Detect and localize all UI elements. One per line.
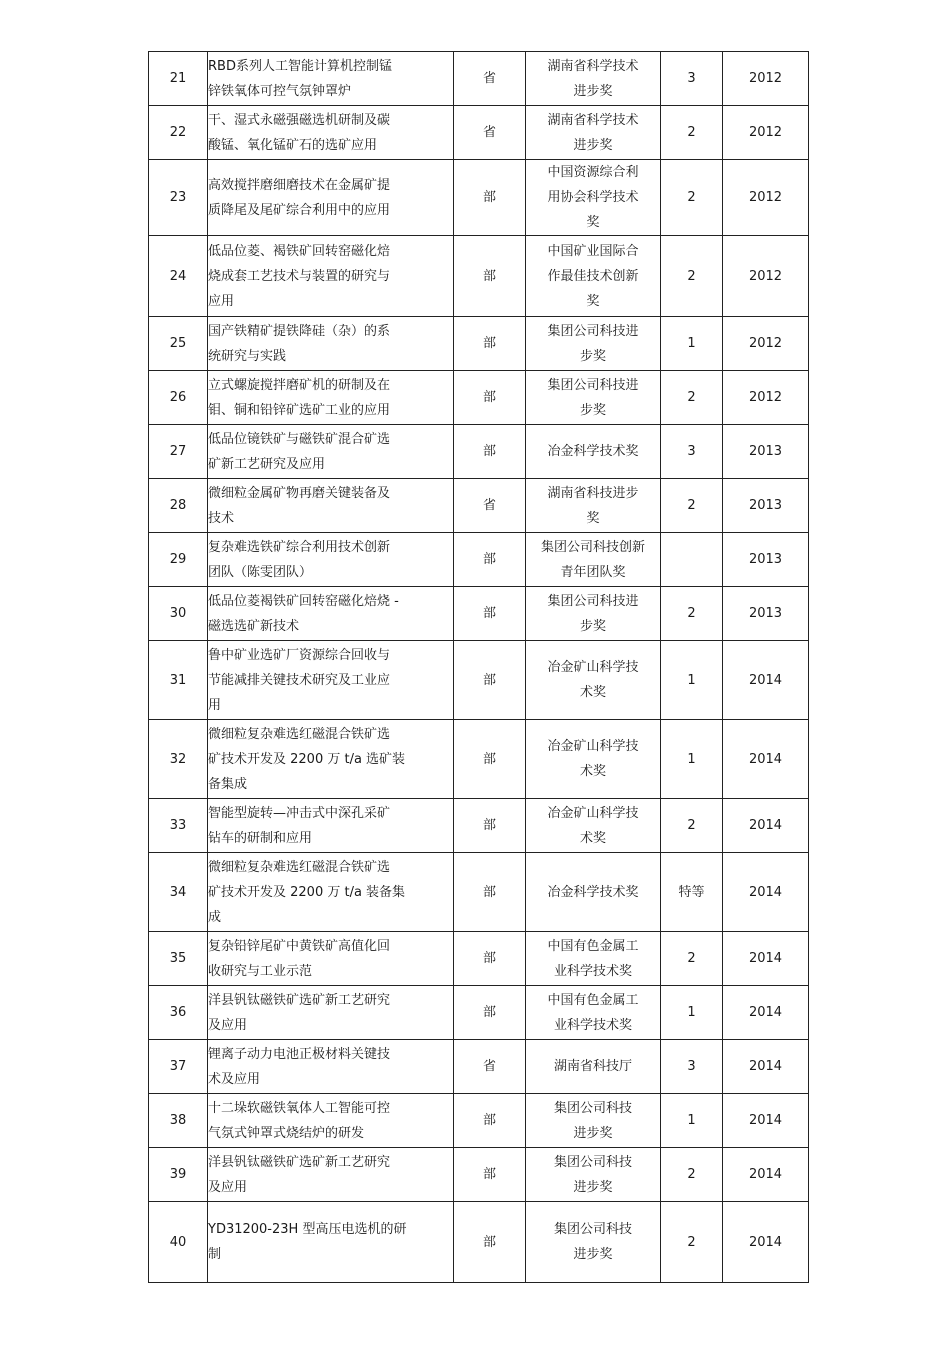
project-name: 低品位菱褐铁矿回转窑磁化焙烧 - 磁选选矿新技术	[208, 593, 399, 634]
award-grade-cell	[661, 1202, 723, 1283]
row-number: 32	[169, 751, 187, 767]
award-year: 2014	[748, 672, 783, 688]
award-level: 部	[482, 552, 496, 567]
award-grade: 2	[687, 390, 696, 405]
award-year-cell	[723, 986, 809, 1040]
award-year-cell	[723, 425, 809, 479]
award-grade: 2	[687, 190, 696, 205]
project-name-cell	[208, 106, 454, 160]
row-number: 25	[169, 336, 187, 351]
award-name: 集团公司科技进 步奖	[547, 377, 639, 418]
table-row	[149, 587, 809, 641]
award-level: 部	[482, 1234, 496, 1250]
project-name: 国产铁精矿提铁降硅（杂）的系 统研究与实践	[208, 323, 391, 364]
award-grade: 1	[687, 1005, 696, 1020]
award-year-cell	[723, 479, 809, 533]
award-level-cell	[454, 371, 526, 425]
award-name-cell	[526, 641, 661, 720]
award-year-cell	[723, 371, 809, 425]
project-name: YD31200-23H 型高压电选机的研 制	[208, 1222, 407, 1262]
row-number: 23	[169, 190, 187, 205]
award-grade-cell	[661, 853, 723, 932]
award-grade-cell	[661, 52, 723, 106]
award-name-cell	[526, 1202, 661, 1283]
award-name-cell	[526, 1094, 661, 1148]
award-year: 2014	[748, 1113, 783, 1128]
award-level: 部	[482, 606, 496, 621]
award-grade-cell	[661, 160, 723, 236]
row-number-cell	[149, 932, 208, 986]
award-year: 2013	[748, 498, 783, 513]
award-year: 2012	[748, 268, 783, 284]
row-number: 22	[169, 125, 187, 140]
award-grade: 2	[687, 951, 696, 966]
project-name: 干、湿式永磁强磁选机研制及碳 酸锰、氧化锰矿石的选矿应用	[208, 112, 391, 153]
table-row	[149, 799, 809, 853]
award-level-cell	[454, 52, 526, 106]
project-name: 立式螺旋搅拌磨矿机的研制及在 钼、铜和铅锌矿选矿工业的应用	[208, 377, 391, 418]
award-level: 部	[482, 818, 496, 833]
award-name: 湖南省科技进步 奖	[547, 485, 639, 526]
award-grade-cell	[661, 932, 723, 986]
award-year-cell	[723, 317, 809, 371]
row-number-cell	[149, 160, 208, 236]
award-year: 2014	[748, 951, 783, 966]
award-name: 集团公司科技 进步奖	[553, 1222, 632, 1262]
award-name: 冶金矿山科学技 术奖	[547, 805, 639, 846]
award-level: 部	[482, 336, 496, 351]
award-grade-cell	[661, 425, 723, 479]
award-grade-cell	[661, 106, 723, 160]
award-grade: 2	[687, 606, 696, 621]
award-year: 2012	[748, 71, 783, 86]
project-name: RBD系列人工智能计算机控制锰 锌铁氧体可控气氛钟罩炉	[208, 58, 392, 99]
row-number: 27	[169, 444, 187, 459]
award-year: 2012	[748, 125, 783, 140]
project-name-cell	[208, 160, 454, 236]
row-number-cell	[149, 1202, 208, 1283]
award-grade: 3	[687, 71, 696, 86]
award-name-cell	[526, 317, 661, 371]
award-level-cell	[454, 106, 526, 160]
award-level-cell	[454, 1094, 526, 1148]
award-level: 省	[482, 498, 496, 513]
row-number: 21	[169, 71, 187, 86]
row-number: 39	[169, 1167, 187, 1182]
project-name: 复杂难选铁矿综合利用技术创新 团队（陈雯团队）	[208, 539, 391, 580]
project-name-cell	[208, 1148, 454, 1202]
award-year-cell	[723, 1094, 809, 1148]
award-year: 2014	[748, 1167, 783, 1182]
award-name-cell	[526, 160, 661, 236]
award-grade-cell	[661, 1148, 723, 1202]
award-level-cell	[454, 1040, 526, 1094]
table-row	[149, 106, 809, 160]
award-name: 中国资源综合利 用协会科学技术 奖	[547, 165, 639, 230]
project-name: 微细粒金属矿物再磨关键装备及 技术	[208, 485, 391, 526]
award-name: 冶金矿山科学技 术奖	[547, 660, 639, 700]
award-level-cell	[454, 425, 526, 479]
award-name: 中国有色金属工 业科学技术奖	[547, 938, 639, 979]
award-grade-cell	[661, 533, 723, 587]
award-year-cell	[723, 533, 809, 587]
award-name-cell	[526, 932, 661, 986]
award-year: 2014	[748, 1234, 783, 1250]
table-row	[149, 720, 809, 799]
award-grade-cell	[661, 371, 723, 425]
award-year: 2014	[748, 884, 783, 900]
table-row	[149, 371, 809, 425]
row-number: 35	[169, 951, 187, 966]
award-level-cell	[454, 533, 526, 587]
row-number-cell	[149, 853, 208, 932]
project-name-cell	[208, 799, 454, 853]
award-name: 集团公司科技 进步奖	[553, 1100, 632, 1141]
award-level: 省	[482, 1059, 496, 1074]
table-row	[149, 425, 809, 479]
row-number: 37	[169, 1059, 187, 1074]
award-year-cell	[723, 853, 809, 932]
award-year-cell	[723, 1202, 809, 1283]
award-name-cell	[526, 236, 661, 317]
award-year-cell	[723, 236, 809, 317]
row-number-cell	[149, 587, 208, 641]
row-number-cell	[149, 317, 208, 371]
table-row	[149, 52, 809, 106]
award-name: 湖南省科技厅	[553, 1059, 632, 1074]
award-name-cell	[526, 52, 661, 106]
award-grade: 1	[687, 1113, 696, 1128]
award-grade: 2	[687, 1234, 696, 1250]
award-year-cell	[723, 720, 809, 799]
award-year-cell	[723, 799, 809, 853]
award-year-cell	[723, 932, 809, 986]
award-level-cell	[454, 1148, 526, 1202]
row-number-cell	[149, 1148, 208, 1202]
table-row	[149, 160, 809, 236]
award-grade: 1	[687, 672, 696, 688]
award-name-cell	[526, 986, 661, 1040]
award-name: 冶金科学技术奖	[547, 444, 639, 459]
award-grade-cell	[661, 479, 723, 533]
project-name: 微细粒复杂难选红磁混合铁矿选 矿技术开发及 2200 万 t/a 选矿装 备集成	[208, 726, 406, 792]
award-name-cell	[526, 425, 661, 479]
row-number: 24	[169, 268, 187, 284]
award-grade: 1	[687, 336, 696, 351]
award-name: 集团公司科技 进步奖	[553, 1154, 632, 1195]
award-year: 2012	[748, 336, 783, 351]
award-name: 集团公司科技进 步奖	[547, 593, 639, 634]
table-row	[149, 1094, 809, 1148]
award-level-cell	[454, 932, 526, 986]
award-year-cell	[723, 587, 809, 641]
row-number: 29	[169, 552, 187, 567]
award-level: 部	[482, 190, 496, 205]
award-grade-cell	[661, 641, 723, 720]
award-grade: 2	[687, 125, 696, 140]
award-year-cell	[723, 106, 809, 160]
project-name-cell	[208, 853, 454, 932]
project-name-cell	[208, 1094, 454, 1148]
award-level-cell	[454, 641, 526, 720]
table-row	[149, 1040, 809, 1094]
row-number: 38	[169, 1113, 187, 1128]
project-name-cell	[208, 932, 454, 986]
award-name-cell	[526, 853, 661, 932]
project-name-cell	[208, 317, 454, 371]
award-level-cell	[454, 720, 526, 799]
project-name-cell	[208, 533, 454, 587]
row-number-cell	[149, 720, 208, 799]
award-level: 省	[482, 71, 496, 86]
awards-table	[148, 51, 809, 1283]
award-name-cell	[526, 1148, 661, 1202]
row-number-cell	[149, 1040, 208, 1094]
row-number: 40	[169, 1234, 187, 1250]
award-name: 集团公司科技创新 青年团队奖	[540, 539, 645, 580]
award-level: 部	[482, 751, 496, 767]
row-number-cell	[149, 533, 208, 587]
award-grade-cell	[661, 720, 723, 799]
award-year-cell	[723, 52, 809, 106]
award-year-cell	[723, 1148, 809, 1202]
project-name-cell	[208, 425, 454, 479]
award-level-cell	[454, 479, 526, 533]
award-level-cell	[454, 317, 526, 371]
award-name-cell	[526, 587, 661, 641]
award-year: 2014	[748, 751, 783, 767]
award-level-cell	[454, 587, 526, 641]
project-name-cell	[208, 479, 454, 533]
award-level: 部	[482, 672, 496, 688]
project-name-cell	[208, 371, 454, 425]
award-name-cell	[526, 371, 661, 425]
award-name-cell	[526, 720, 661, 799]
award-grade: 1	[687, 751, 696, 767]
award-level-cell	[454, 799, 526, 853]
row-number-cell	[149, 236, 208, 317]
award-year-cell	[723, 1040, 809, 1094]
award-level: 部	[482, 951, 496, 966]
award-name: 冶金科学技术奖	[547, 884, 639, 900]
table-row	[149, 986, 809, 1040]
row-number-cell	[149, 479, 208, 533]
award-grade: 2	[687, 498, 696, 513]
project-name: 智能型旋转—冲击式中深孔采矿 钻车的研制和应用	[208, 805, 391, 846]
row-number-cell	[149, 106, 208, 160]
award-level: 部	[482, 884, 496, 900]
table-row	[149, 317, 809, 371]
award-year: 2012	[748, 190, 783, 205]
award-level: 部	[482, 268, 496, 284]
award-grade-cell	[661, 236, 723, 317]
award-year: 2014	[748, 1005, 783, 1020]
table-row	[149, 236, 809, 317]
table-row	[149, 932, 809, 986]
award-name-cell	[526, 479, 661, 533]
award-year: 2014	[748, 1059, 783, 1074]
award-level: 部	[482, 390, 496, 405]
award-level-cell	[454, 236, 526, 317]
row-number: 26	[169, 390, 187, 405]
award-year: 2013	[748, 606, 783, 621]
award-grade-cell	[661, 1040, 723, 1094]
project-name: 低品位菱、褐铁矿回转窑磁化焙 烧成套工艺技术与装置的研究与 应用	[208, 243, 391, 309]
award-grade-cell	[661, 317, 723, 371]
row-number-cell	[149, 52, 208, 106]
project-name: 微细粒复杂难选红磁混合铁矿选 矿技术开发及 2200 万 t/a 装备集 成	[208, 859, 406, 925]
table-row	[149, 853, 809, 932]
project-name-cell	[208, 1040, 454, 1094]
award-grade: 特等	[678, 884, 705, 900]
project-name-cell	[208, 641, 454, 720]
award-grade: 2	[687, 268, 696, 284]
row-number: 30	[169, 606, 187, 621]
award-name-cell	[526, 799, 661, 853]
award-level-cell	[454, 853, 526, 932]
award-year-cell	[723, 641, 809, 720]
award-grade-cell	[661, 986, 723, 1040]
award-year: 2014	[748, 818, 783, 833]
award-grade: 2	[687, 1167, 696, 1182]
project-name: 洋县钒钛磁铁矿选矿新工艺研究 及应用	[208, 992, 391, 1033]
table-row	[149, 533, 809, 587]
row-number-cell	[149, 1094, 208, 1148]
project-name: 鲁中矿业选矿厂资源综合回收与 节能减排关键技术研究及工业应 用	[208, 647, 391, 713]
project-name-cell	[208, 587, 454, 641]
award-grade: 3	[687, 1059, 696, 1074]
award-level: 省	[482, 125, 496, 140]
award-year: 2012	[748, 390, 783, 405]
project-name: 十二垛软磁铁氧体人工智能可控 气氛式钟罩式烧结炉的研发	[208, 1100, 391, 1141]
award-name: 中国矿业国际合 作最佳技术创新 奖	[547, 243, 639, 309]
award-year: 2013	[748, 444, 783, 459]
row-number: 33	[169, 818, 187, 833]
award-level: 部	[482, 1167, 496, 1182]
row-number-cell	[149, 641, 208, 720]
award-grade-cell	[661, 799, 723, 853]
award-level-cell	[454, 160, 526, 236]
award-name: 冶金矿山科学技 术奖	[547, 739, 639, 779]
row-number-cell	[149, 371, 208, 425]
row-number: 28	[169, 498, 187, 513]
table-row	[149, 641, 809, 720]
table-row	[149, 479, 809, 533]
award-name: 集团公司科技进 步奖	[547, 323, 639, 364]
project-name: 锂离子动力电池正极材料关键技 术及应用	[208, 1046, 391, 1087]
row-number-cell	[149, 986, 208, 1040]
award-name-cell	[526, 1040, 661, 1094]
row-number: 34	[169, 884, 187, 900]
award-grade: 2	[687, 818, 696, 833]
row-number-cell	[149, 799, 208, 853]
award-grade-cell	[661, 587, 723, 641]
project-name: 高效搅拌磨细磨技术在金属矿提 质降尾及尾矿综合利用中的应用	[208, 177, 391, 218]
award-level-cell	[454, 1202, 526, 1283]
project-name: 复杂铅锌尾矿中黄铁矿高值化回 收研究与工业示范	[208, 938, 391, 979]
project-name: 洋县钒钛磁铁矿选矿新工艺研究 及应用	[208, 1154, 391, 1195]
award-name-cell	[526, 106, 661, 160]
award-level: 部	[482, 444, 496, 459]
row-number-cell	[149, 425, 208, 479]
award-name: 中国有色金属工 业科学技术奖	[547, 992, 639, 1033]
table-row	[149, 1202, 809, 1283]
award-year: 2013	[748, 552, 783, 567]
row-number: 36	[169, 1005, 187, 1020]
award-grade-cell	[661, 1094, 723, 1148]
award-level: 部	[482, 1005, 496, 1020]
table-row	[149, 1148, 809, 1202]
project-name-cell	[208, 236, 454, 317]
award-name: 湖南省科学技术 进步奖	[547, 112, 639, 153]
row-number: 31	[169, 672, 187, 688]
award-name-cell	[526, 533, 661, 587]
award-level-cell	[454, 986, 526, 1040]
project-name-cell	[208, 986, 454, 1040]
award-grade: 3	[687, 444, 696, 459]
table-body	[149, 52, 809, 1283]
award-level: 部	[482, 1113, 496, 1128]
project-name-cell	[208, 720, 454, 799]
award-name: 湖南省科学技术 进步奖	[547, 58, 639, 99]
project-name: 低品位镜铁矿与磁铁矿混合矿选 矿新工艺研究及应用	[208, 431, 391, 472]
award-year-cell	[723, 160, 809, 236]
project-name-cell	[208, 52, 454, 106]
project-name-cell	[208, 1202, 454, 1283]
